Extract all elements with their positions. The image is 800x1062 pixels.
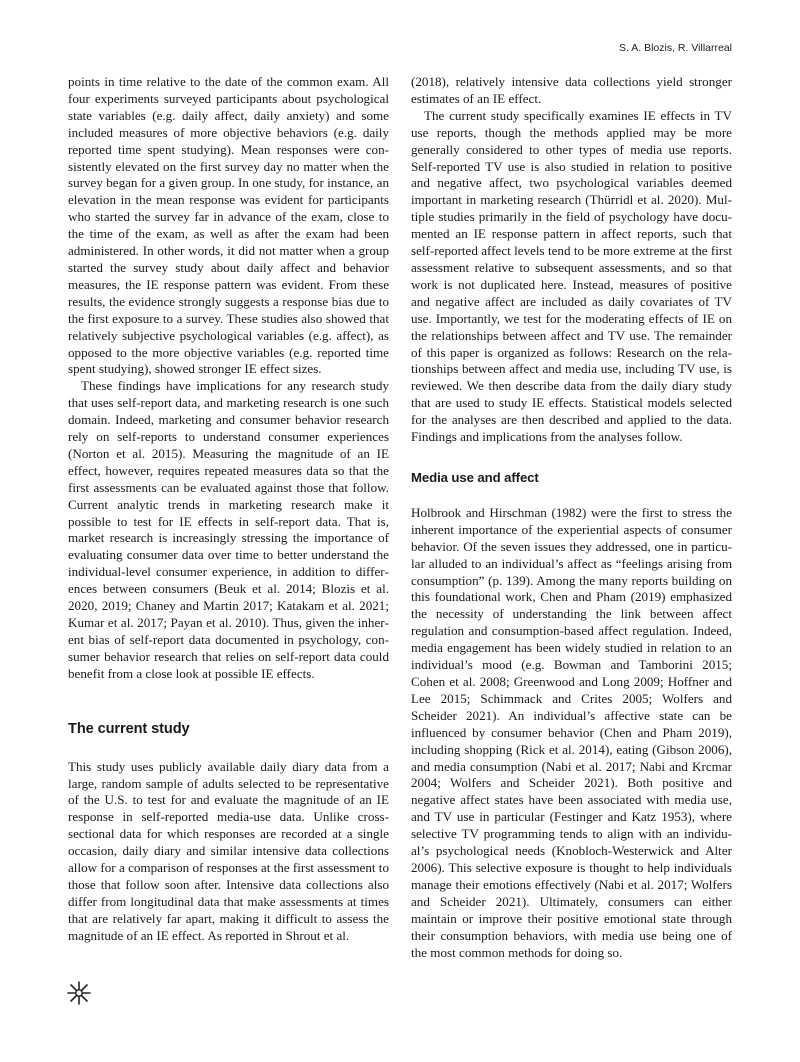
running-head-authors: S. A. Blozis, R. Villarreal — [618, 42, 732, 54]
body-paragraph: Holbrook and Hirschman (1982) were the first to stress the inherent importance of the experiential aspects of consumer behavior. Of the seven issues they addressed, one in particular alluded to an individual’s affect as “feelings arising from consumption” (p. 139). Among the many reports building on this foundational work, Chen and Pham (2019) emphasized the necessity of understanding the link between affect regulation and consumption-based affect regulation. Indeed, media engagement has been widely studied in relation to an individual’s mood (e.g. Bowman and Tamborini 2015; Cohen et al. 2008; Greenwood and Long 2009; Hoffner and Lee 2015; Schimmack and Crites 2005; Wolfers and Scheider 2021). An individual’s affective state can be influenced by consumer behavior (Chen and Pham 2019), including shopping (Rick et al. 2014), eating (Gibson 2006), and media consumption (Nabi et al. 2017; Nabi and Krcmar 2004; Wolfers and Scheider 2021). Both positive and negative affect states have been associated with media use, and TV use in particular (Festinger and Katz 1953), where selective TV programming tends to align with an individual’s psychological needs (Knobloch-Westerwick and Alter 2006). This selective exposure is thought to help individuals manage their emotions effectively (Nabi et al. 2017; Wolfers and Scheider 2021). Ultimately, consumers can either maintain or improve their positive emotional state through their consumption behaviors, with media use being one of the most common methods for doing so. — [411, 504, 732, 960]
body-paragraph: The current study specifically examines IE effects in TV use reports, though the methods applied may be more generally considered to other types of media use reports. Self-reported TV use is also studied in relation to positive and negative affect, two psychological variables deemed important in marketing research (Thürridl et al. 2020). Multiple studies primarily in the field of psychology have documented an IE response pattern in affect reports, such that self-reported affect levels tend to be more extreme at the first assessment relative to subsequent assessments, and so that work is not duplicated here. Instead, measures of positive and negative affect are included as daily covariates of TV use. Importantly, we test for the moderating effects of IE on the relationships between affect and TV use. The remainder of this paper is organized as follows: Research on the relationships between affect and media use, including TV use, is reviewed. We then describe data from the daily diary study that are used to study IE effects. Statistical models selected for the analyses are then described and applied to the data. Findings and implications from the analyses follow. — [411, 107, 732, 445]
body-paragraph: This study uses publicly available daily diary data from a large, random sample of adults selected to be representative of the U.S. to test for and evaluate the magnitude of an IE response in self-reported media-use data. Unlike cross-sectional data for which responses are recorded at a single occasion, daily diary and similar intensive data collections allow for a comparison of responses at the first assessment to those that follow soon after. Intensive data collections also differ from longitudinal data that make assessments at times that are relatively far apart, making it difficult to assess the magnitude of an IE effect. As reported in Shrout et al. — [68, 758, 389, 943]
right-column — [411, 74, 732, 961]
left-column — [68, 74, 389, 945]
section-heading: The current study — [68, 720, 190, 737]
publisher-logo-icon — [66, 980, 92, 1006]
body-paragraph: These findings have implications for any research study that uses self-report data, and marketing research is one such domain. Indeed, marketing and consumer behavior research rely on self-reports to understand consumer experiences (Norton et al. 2015). Measuring the magnitude of an IE effect, however, requires repeated measures data so that the first assessments can be evaluated against those that follow. Current analytic trends in marketing research make it possible to test for IE effects in self-report data. That is, market research is increasingly stressing the importance of evaluating consumer data over time to better understand the individual-level consumer experience, in addition to differences between consumers (Beuk et al. 2014; Blozis et al. 2020, 2019; Chaney and Martin 2017; Katakam et al. 2021; Kumar et al. 2017; Payan et al. 2010). Thus, given the inherent bias of self-report data documented in psychology, consumer behavior research that relies on self-report data could benefit from a close look at possible IE effects. — [68, 378, 389, 681]
subsection-heading: Media use and affect — [411, 469, 539, 485]
body-paragraph: (2018), relatively intensive data collections yield stronger estimates of an IE effect. — [411, 74, 732, 106]
body-paragraph: points in time relative to the date of the common exam. All four experiments surveyed participants about psychological state variables (e.g. daily affect, daily anxiety) and some included measures of more objective behaviors (e.g. daily reported time spent studying). Mean responses were consistently elevated on the first survey day no matter when the survey began for a given group. In one study, for instance, an elevation in the mean response was evident for participants who started the survey far in advance of the exam, close to the time of the exam, as well as after the exam had been administered. In other words, it did not matter when a group started the survey study about daily affect and behavior measures, the IE response pattern was evident. From these results, the evidence strongly suggests a response bias due to the first exposure to a survey. These studies also showed that relatively subjective psychological variables (e.g. affect), as opposed to the more objective variables (e.g. reported time spent studying), showed stronger IE effect sizes. — [68, 74, 389, 377]
